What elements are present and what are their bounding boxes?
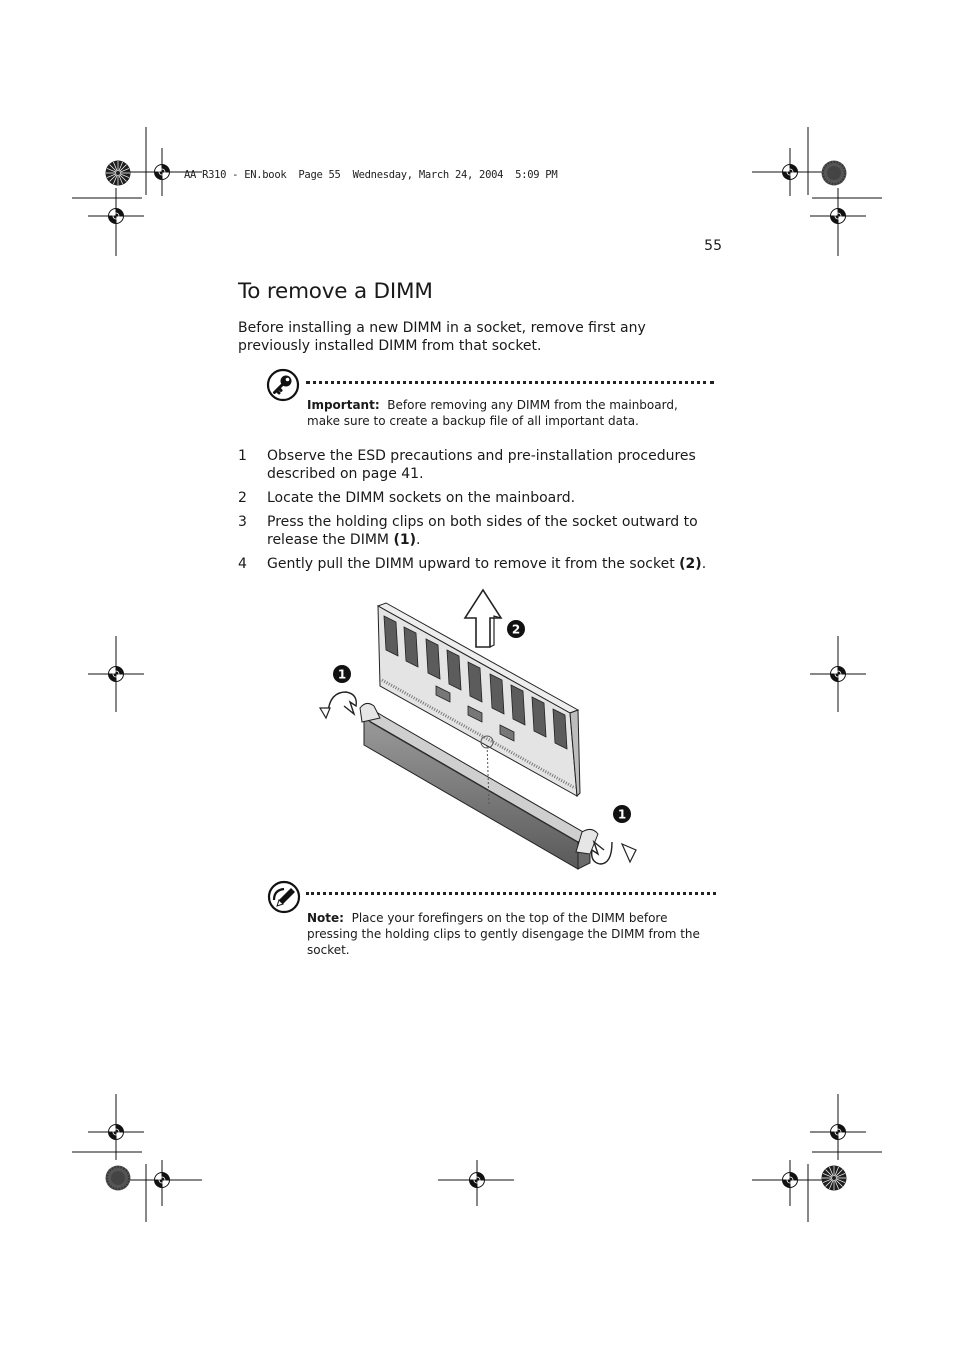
- note-text: Place your forefingers on the top of the DIMM before pressing the holding clips to gently disengage the DIMM from the socket.: [307, 911, 700, 957]
- callout-badge: 2: [511, 622, 521, 637]
- key-icon: [266, 368, 300, 402]
- page-number: 55: [704, 238, 722, 254]
- important-text: Before removing any DIMM from the mainboard, make sure to create a backup file of all important data.: [307, 398, 678, 428]
- step-reference: (1): [393, 532, 416, 548]
- step-text: Gently pull the DIMM upward to remove it from the socket: [267, 556, 680, 572]
- important-label: Important:: [307, 398, 380, 412]
- list-item: [238, 447, 718, 483]
- step-number: 1: [238, 448, 247, 464]
- important-divider: [306, 381, 714, 384]
- list-item: 3 Press the holding clips on both sides of the socket outward to release the DIMM (1).: [238, 514, 698, 548]
- important-callout: [307, 397, 707, 429]
- section-title: To remove a DIMM: [238, 279, 433, 304]
- intro-paragraph: Before installing a new DIMM in a socket, remove first any previously installed DIMM from that socket.: [238, 320, 646, 354]
- callout-badge: 1: [617, 807, 627, 822]
- pencil-icon: [267, 880, 301, 914]
- step-text: Press the holding clips on both sides of the socket outward to release the DIMM: [267, 514, 698, 548]
- step-number: 2: [238, 490, 247, 506]
- list-item: 4 Gently pull the DIMM upward to remove it from the socket (2).: [238, 556, 707, 572]
- callout-badge: 1: [337, 667, 347, 682]
- step-reference: (2): [679, 556, 702, 572]
- print-slug: AA R310 - EN.book Page 55 Wednesday, March 24, 2004 5:09 PM: [184, 169, 558, 181]
- note-label: Note:: [307, 911, 344, 925]
- note-callout: [307, 910, 712, 958]
- step-number: 3: [238, 514, 247, 530]
- dimm-removal-illustration: [300, 582, 645, 877]
- note-divider: [306, 892, 716, 895]
- list-item: [238, 489, 718, 507]
- step-text: Observe the ESD precautions and pre-installation procedures described on page 41.: [267, 448, 696, 482]
- step-text: Locate the DIMM sockets on the mainboard.: [267, 490, 576, 506]
- step-number: 4: [238, 556, 247, 572]
